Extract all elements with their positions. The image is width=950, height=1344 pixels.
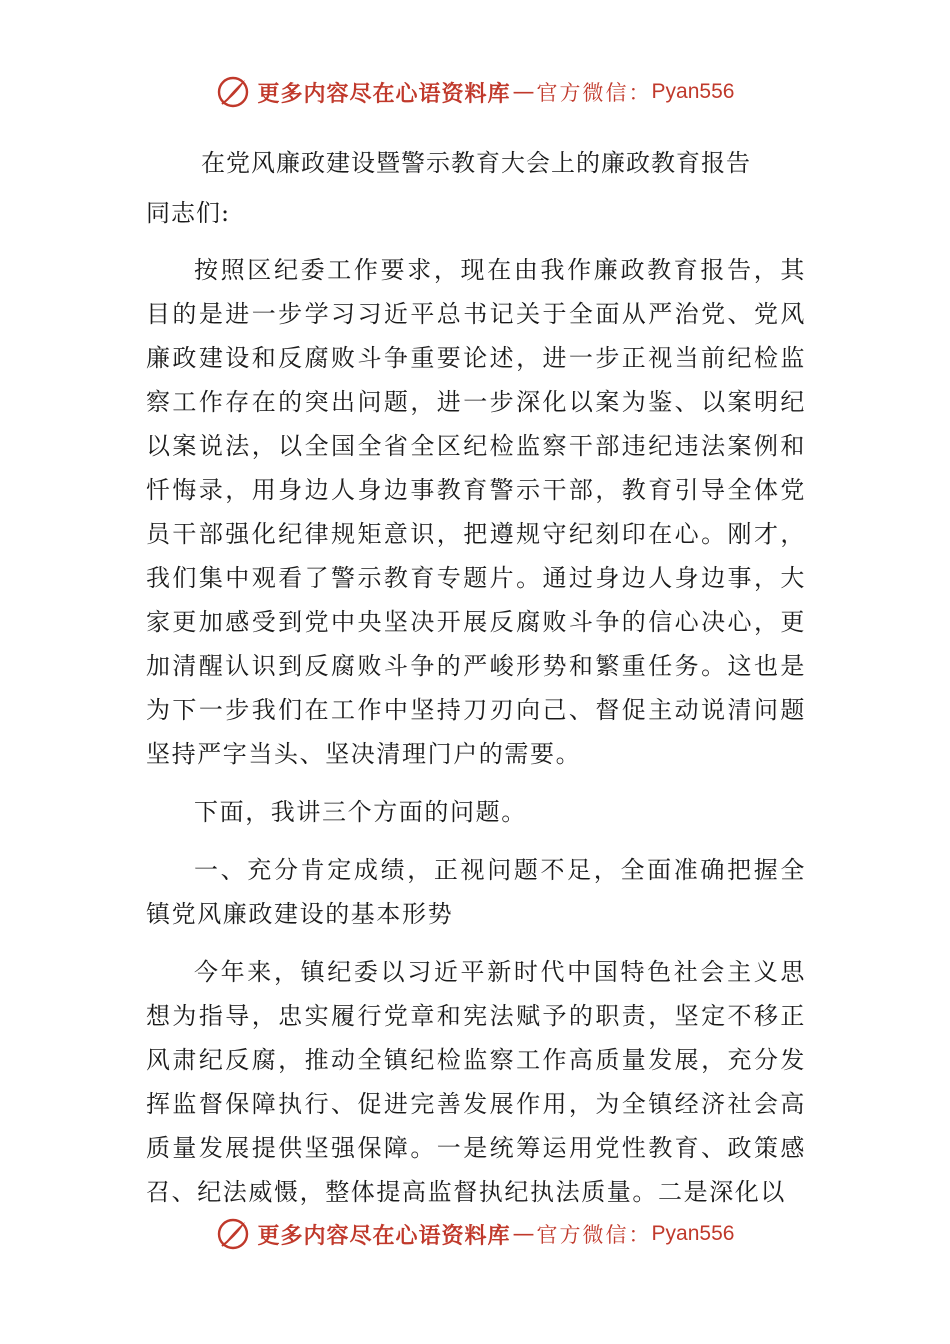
quill-pen-icon [216,75,250,109]
paragraph: 今年来，镇纪委以习近平新时代中国特色社会主义思想为指导，忠实履行党章和宪法赋予的职责，坚定不移正风肃纪反腐，推动全镇纪检监察工作高质量发展，充分发挥监督保障执行、促进完善发展作用，为全镇经济社会高质量发展提供坚强保障。一是统筹运用党性教育、政策感召、纪法威慑，整体提高监督执纪执法质量。二是深化以 [146,958,806,1206]
banner-wechat-label: 官方微信： [536,1223,652,1247]
footer-banner [0,1214,950,1254]
quill-pen-icon [216,1217,250,1251]
banner-wechat-handle: Pyan556 [651,80,735,103]
banner-wechat-label: 官方微信： [536,81,652,105]
banner-brand-text: 更多内容尽在心语资料库 [257,1222,511,1249]
section-heading: 一、充分肯定成绩，正视问题不足，全面准确把握全镇党风廉政建设的基本形势 [146,856,806,928]
paragraph: 下面，我讲三个方面的问题。 [194,798,527,826]
document-title: 在党风廉政建设暨警示教育大会上的廉政教育报告 [201,149,751,177]
document-body [146,138,806,1214]
header-banner [0,72,950,112]
banner-dash: — [512,1221,535,1247]
salutation: 同志们: [146,199,231,227]
banner-wechat-handle: Pyan556 [651,1222,735,1245]
banner-dash: — [512,79,535,105]
banner-brand-text: 更多内容尽在心语资料库 [257,80,511,107]
paragraph: 按照区纪委工作要求，现在由我作廉政教育报告，其目的是进一步学习习近平总书记关于全面从严治党、党风廉政建设和反腐败斗争重要论述，进一步正视当前纪检监察工作存在的突出问题，进一步深化以案为鉴、以案明纪以案说法，以全国全省全区纪检监察干部违纪违法案例和忏悔录，用身边人身边事教育警示干部，教育引导全体党员干部强化纪律规矩意识，把遵规守纪刻印在心。刚才，我们集中观看了警示教育专题片。通过身边人身边事，大家更加感受到党中央坚决开展反腐败斗争的信心决心，更加清醒认识到反腐败斗争的严峻形势和繁重任务。这也是为下一步我们在工作中坚持刀刃向己、督促主动说清问题坚持严字当头、坚决清理门户的需要。 [146,256,806,768]
